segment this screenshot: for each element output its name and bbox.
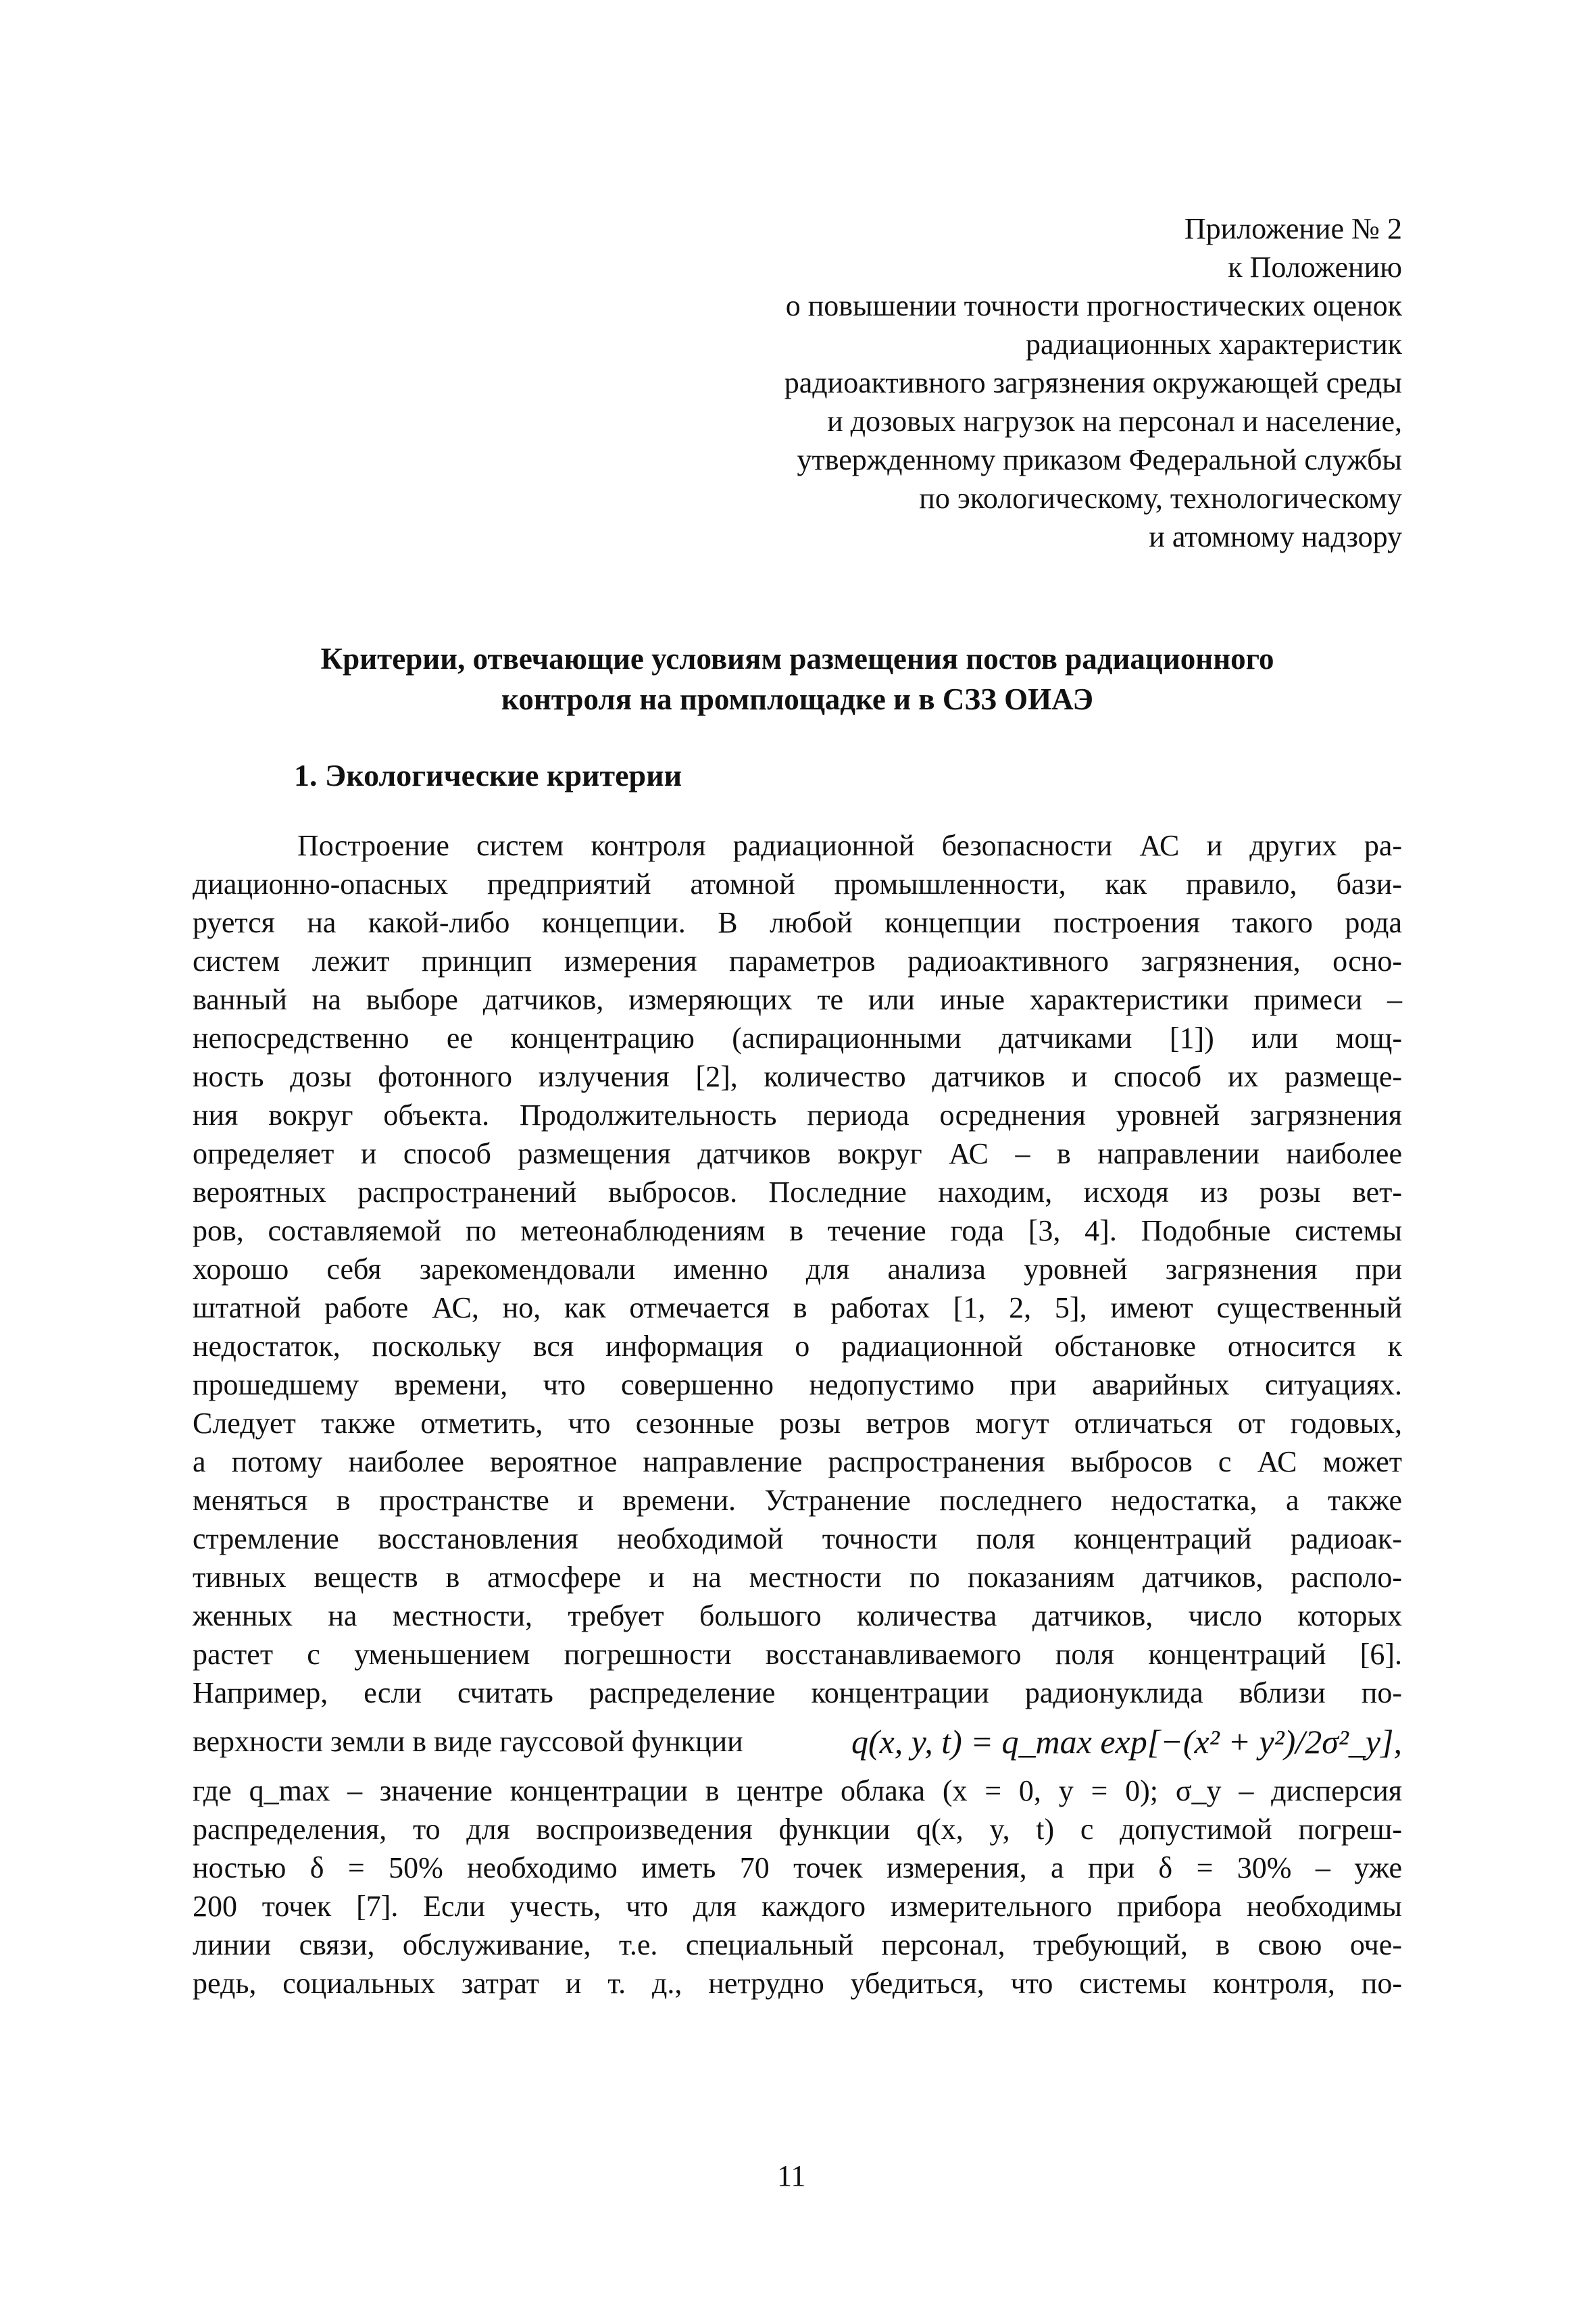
paragraph-line: определяет и способ размещения датчиков вокруг АС – в направлении наиболее: [193, 1137, 1402, 1170]
paragraph-line: ванный на выборе датчиков, измеряющих те или иные характеристики примеси –: [193, 983, 1402, 1016]
paragraph-line: 200 точек [7]. Если учесть, что для каждого измерительного прибора необходимы: [193, 1890, 1402, 1923]
paragraph-line: а потому наиболее вероятное направление распространения выбросов с АС может: [193, 1445, 1402, 1478]
paragraph-line: линии связи, обслуживание, т.е. специальный персонал, требующий, в свою оче-: [193, 1928, 1402, 1961]
appendix-line: Приложение № 2: [1184, 212, 1402, 245]
paragraph-line: штатной работе АС, но, как отмечается в работах [1, 2, 5], имеют существенный: [193, 1291, 1402, 1324]
paragraph-line: вероятных распространений выбросов. Последние находим, исходя из розы вет-: [193, 1176, 1402, 1209]
paragraph-line: ния вокруг объекта. Продолжительность периода осреднения уровней загрязнения: [193, 1099, 1402, 1132]
paragraph-line: руется на какой-либо концепции. В любой концепции построения такого рода: [193, 906, 1402, 939]
gaussian-formula: q(x, y, t) = q_max exp[−(x² + y²)/2σ²_y],: [851, 1723, 1402, 1761]
appendix-line: по экологическому, технологическому: [919, 482, 1402, 515]
formula-line: [193, 1712, 1402, 1771]
paragraph-line: ность дозы фотонного излучения [2], количество датчиков и способ их размеще-: [193, 1060, 1402, 1093]
page-number: 11: [777, 2159, 806, 2192]
paragraph-line: тивных веществ в атмосфере и на местности по показаниям датчиков, располо-: [193, 1561, 1402, 1594]
paragraph-line: ров, составляемой по метеонаблюдениям в течение года [3, 4]. Подобные системы: [193, 1214, 1402, 1247]
paragraph-line: женных на местности, требует большого количества датчиков, число которых: [193, 1599, 1402, 1632]
paragraph-line: систем лежит принцип измерения параметров радиоактивного загрязнения, осно-: [193, 945, 1402, 978]
appendix-line: к Положению: [1228, 251, 1402, 284]
title-line: Критерии, отвечающие условиям размещения постов радиационного: [320, 642, 1274, 676]
paragraph-line: где q_max – значение концентрации в центре облака (x = 0, y = 0); σ_y – дисперсия: [193, 1774, 1402, 1807]
appendix-line: радиационных характеристик: [1025, 328, 1402, 361]
paragraph-line: диационно-опасных предприятий атомной промышленности, как правило, бази-: [193, 867, 1402, 901]
appendix-reference: [608, 209, 1402, 556]
appendix-line: и дозовых нагрузок на персонал и население,: [827, 405, 1402, 438]
title-line: контроля на промплощадке и в СЗЗ ОИАЭ: [501, 682, 1093, 716]
paragraph-line: Например, если считать распределение концентрации радионуклида вблизи по-: [193, 1676, 1402, 1709]
section-heading: 1. Экологические критерии: [294, 758, 682, 793]
paragraph-line: прошедшему времени, что совершенно недопустимо при аварийных ситуациях.: [193, 1368, 1402, 1401]
paragraph-line: недостаток, поскольку вся информация о радиационной обстановке относится к: [193, 1330, 1402, 1363]
document-title: [162, 638, 1432, 720]
appendix-line: утвержденному приказом Федеральной службы: [797, 443, 1402, 476]
paragraph-line: Следует также отметить, что сезонные розы ветров могут отличаться от годовых,: [193, 1407, 1402, 1440]
formula-lead-text: верхности земли в виде гауссовой функции: [193, 1725, 743, 1758]
body-paragraph: [193, 826, 1402, 2003]
appendix-line: и атомному надзору: [1149, 520, 1402, 553]
paragraph-line: хорошо себя зарекомендовали именно для анализа уровней загрязнения при: [193, 1253, 1402, 1286]
paragraph-line: ностью δ = 50% необходимо иметь 70 точек измерения, а при δ = 30% – уже: [193, 1851, 1402, 1884]
paragraph-line: редь, социальных затрат и т. д., нетрудно убедиться, что системы контроля, по-: [193, 1967, 1402, 2000]
appendix-line: радиоактивного загрязнения окружающей среды: [784, 366, 1402, 399]
paragraph-line: непосредственно ее концентрацию (аспирационными датчиками [1]) или мощ-: [193, 1022, 1402, 1055]
paragraph-line: растет с уменьшением погрешности восстанавливаемого поля концентраций [6].: [193, 1638, 1402, 1671]
paragraph-line: распределения, то для воспроизведения функции q(x, y, t) с допустимой погреш-: [193, 1813, 1402, 1846]
paragraph-line: меняться в пространстве и времени. Устранение последнего недостатка, а также: [193, 1484, 1402, 1517]
paragraph-line: Построение систем контроля радиационной безопасности АС и других ра-: [297, 829, 1402, 862]
paragraph-line: стремление восстановления необходимой точности поля концентраций радиоак-: [193, 1522, 1402, 1555]
appendix-line: о повышении точности прогностических оценок: [785, 289, 1402, 322]
